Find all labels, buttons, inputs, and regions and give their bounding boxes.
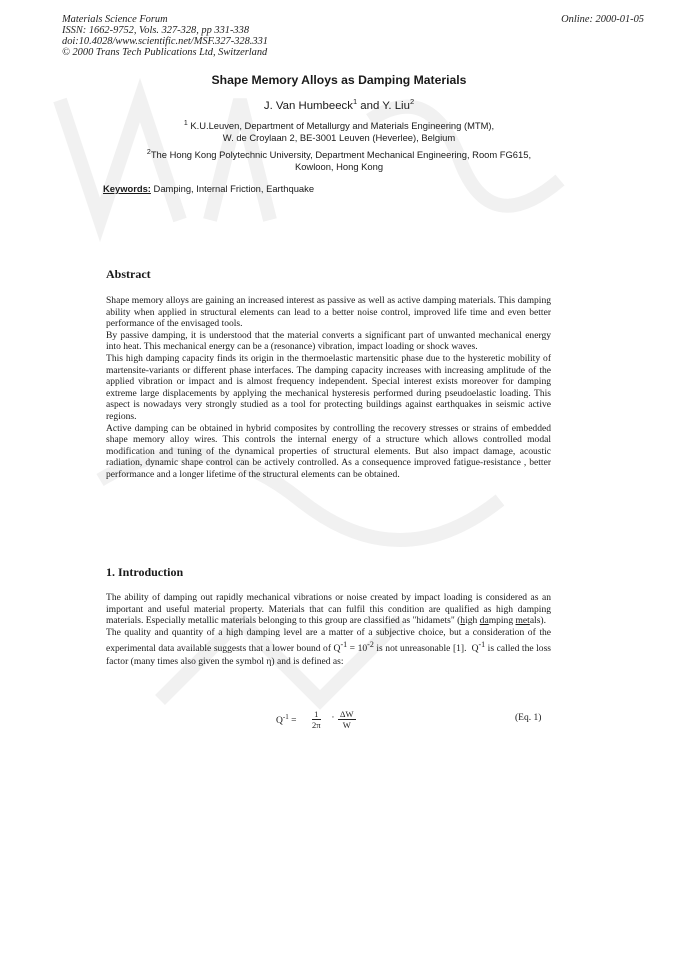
author-separator: and [357,99,383,112]
abstract-paragraph: This high damping capacity finds its origin in the thermoelastic martensitic phase due to the hysteretic mobility of martensite-variants or different phase interfaces. The damping capacity increases with increasing amplitude of the applied vibration or impact and is almost frequency independent. Special interest exists moreover for damping extreme large displacements by applying the mechanical hysteresis performed during pseudoelastic loading. This aspect is nowadays very strongly studied as a tool for protecting buildings against earthquakes in seismic active regions. [106,352,551,422]
copyright-line: © 2000 Trans Tech Publications Ltd, Switzerland [62,47,268,58]
abstract-paragraph: Active damping can be obtained in hybrid composites by controlling the recovery stresses or strains of embedded shape memory alloy wires. This controls the internal energy of a structure which allows controlled modal modification and tuning of the dynamical properties of structural elements. But also impact damage, acoustic radiation, dynamic shape control can be actively controlled. As a consequence improved fatigue-resistance , better performance and a longer lifetime of the structural elements can be obtained. [106,422,551,480]
author-1-affil-mark: 1 [352,97,358,106]
affiliation-1-mark: 1 [183,120,188,127]
equation-fraction-2: $\frac{\Delta W}{W}$ [340,709,354,730]
abstract-paragraph: Shape memory alloys are gaining an increased interest as passive as well as active damping materials. This damping ability when applied in structural elements can lead to a better noise control, improved life time and even better performance of the envisaged tools. [106,295,551,330]
equation-label: (Eq. 1) [515,713,542,723]
author-2: Y. Liu [382,99,410,112]
introduction-heading: 1. Introduction [106,565,184,579]
keywords-label: Keywords: [103,183,151,194]
author-line [0,97,678,112]
abstract-heading: Abstract [106,267,151,281]
introduction-paragraph-2: The quality and quantity of a high damping level are a matter of a subjective choice, but a consideration of the experimental data available suggests that a lower bound of $Q^{-1} = 10^{-2}$ is not unreasonable [1]. $Q^{-1}$ is called the loss factor (many times also given the symbol η) and is defined as: [106,626,551,668]
affiliation-2-line-2: Kowloon, Hong Kong [294,160,384,172]
equation-dot: · [329,713,337,723]
introduction-body [106,592,551,669]
equation-lhs: $Q^{-1}$ = [276,713,299,727]
affiliation-2-mark: 2 [146,149,151,156]
author-1: J. Van Humbeeck [263,99,353,112]
affiliation-1-line-2: W. de Croylaan 2, BE-3001 Leuven (Heverlee), Belgium [222,131,456,143]
keywords-text: Damping, Internal Friction, Earthquake [150,183,315,194]
introduction-paragraph-1: The ability of damping out rapidly mechanical vibrations or noise created by impact loading is considered as an important and useful material property. Materials that can fulfil this condition are qualified as high damping materials. Especially metallic materials belonging to this group are classified as "hidamets" (high damping metals). [106,592,551,627]
paper-title: Shape Memory Alloys as Damping Materials [211,73,467,87]
abstract-paragraph: By passive damping, it is understood that the material converts a significant part of unwanted mechanical energy into heat. This mechanical energy can be a (resonance) vibration, impact loading or shock waves. [106,329,551,353]
keywords [103,183,314,194]
online-date: Online: 2000-01-05 [561,14,644,25]
affiliation-1-line-1: K.U.Leuven, Department of Metallurgy and Materials Engineering (MTM), [190,120,495,132]
affiliation-2 [0,147,678,172]
author-2-affil-mark: 2 [409,97,415,106]
equation-fraction-1: $\frac{1}{2\pi}$ [312,709,321,730]
doi-link[interactable]: doi:10.4028/www.scientific.net/MSF.327-328.331 [62,36,268,47]
abstract-body [106,295,551,481]
issn-line: ISSN: 1662-9752, Vols. 327-328, pp 331-338 [62,25,250,36]
affiliation-2-line-1: The Hong Kong Polytechnic University, Department Mechanical Engineering, Room FG615, [150,149,532,161]
affiliation-1 [0,118,678,143]
journal-header [62,14,268,58]
journal-name: Materials Science Forum [62,14,168,25]
